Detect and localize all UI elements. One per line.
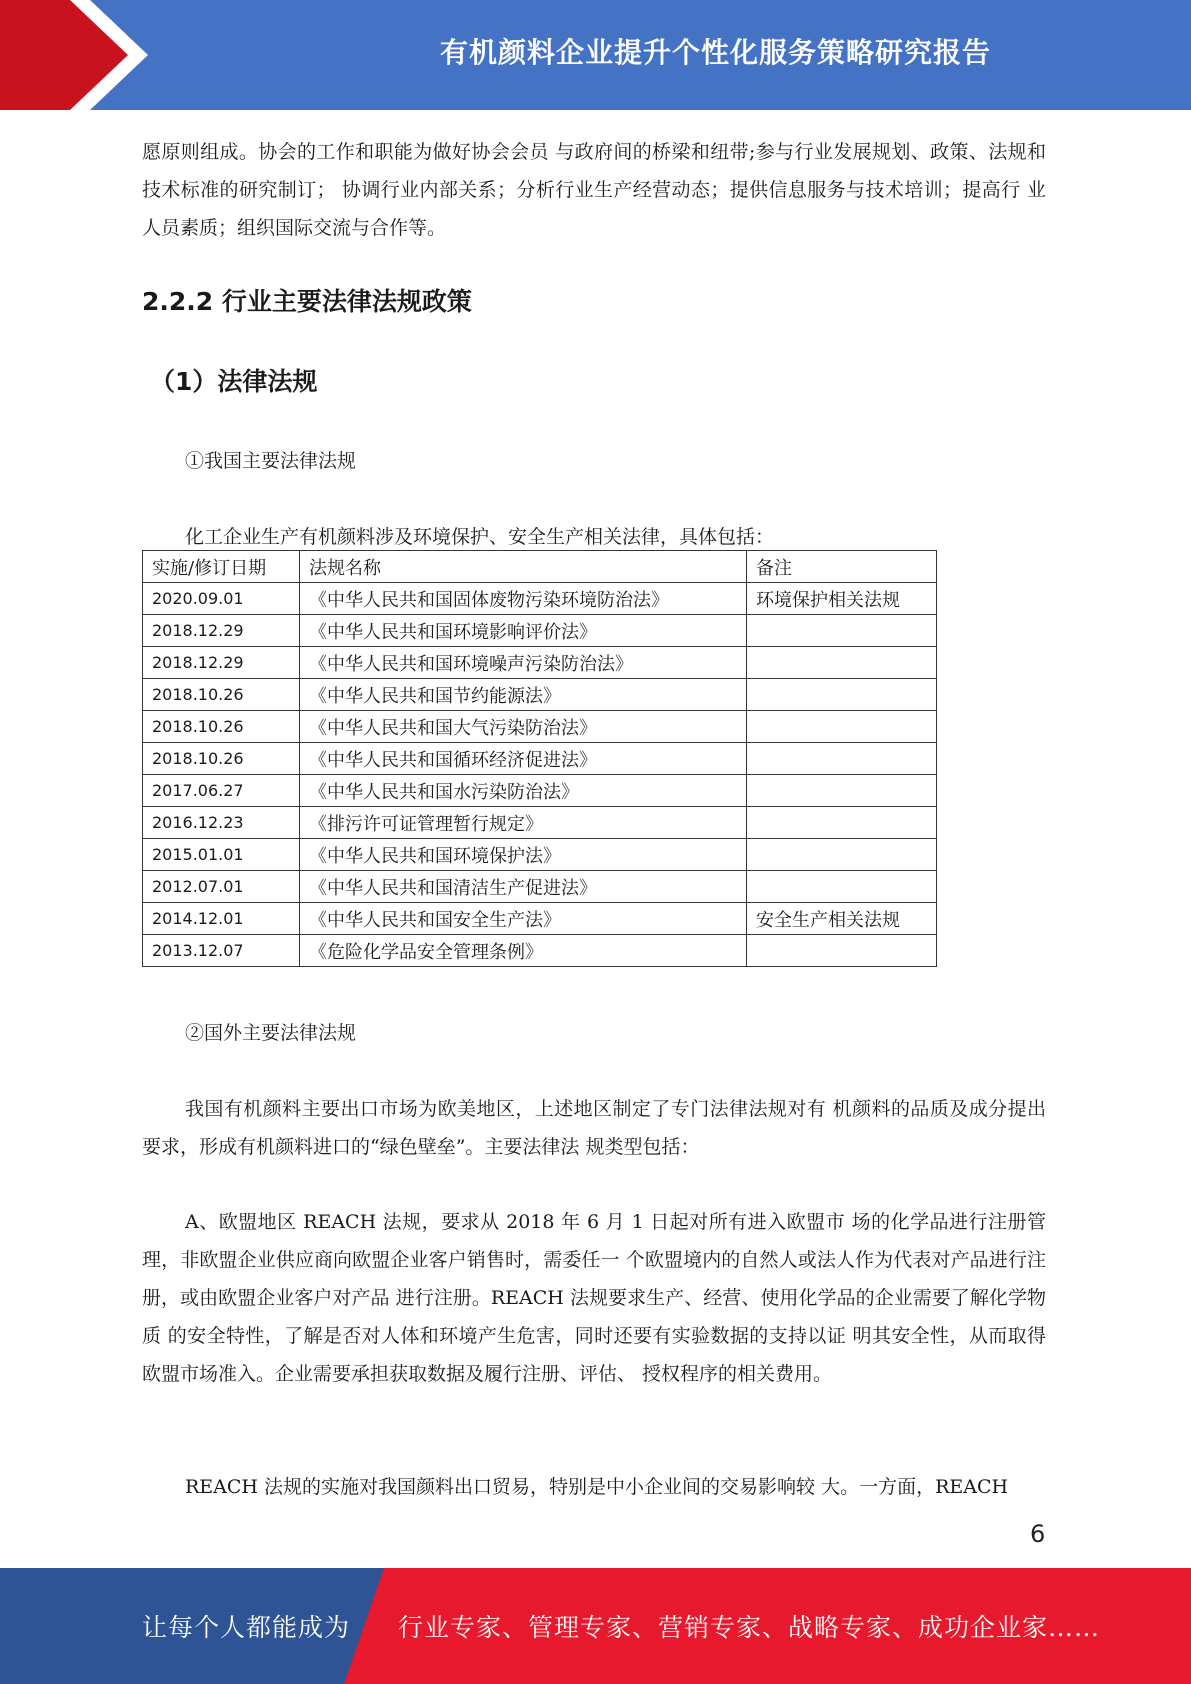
cell-remark [747,775,937,807]
cell-remark: 安全生产相关法规 [747,903,937,935]
table-row [143,839,937,871]
reach-paragraph: A、欧盟地区 REACH 法规，要求从 2018 年 6 月 1 日起对所有进入欧盟市 场的化学品进行注册管理，非欧盟企业供应商向欧盟企业客户销售时，需委任一 个欧盟境内的自然人或法人作为代表对产品进行注册，或由欧盟企业客户对产品 进行注册。REACH 法规要求生产、经营、使用化学品的企业需要了解化学物质 的安全特性，了解是否对人体和环境产生危害，同时还要有实验数据的支持以证 明其安全性，从而取得欧盟市场准入。企业需要承担获取数据及履行注册、评估、 授权程序的相关费用。 [142,1211,1046,1385]
cell-date: 2012.07.01 [143,871,300,903]
footer-slogan-right: 行业专家、管理专家、营销专家、战略专家、成功企业家…… [398,1613,1101,1642]
page-number: 6 [1030,1520,1046,1548]
table-body [143,583,937,967]
cell-remark [747,935,937,967]
cell-remark [747,871,937,903]
cell-date: 2018.12.29 [143,647,300,679]
table-row [143,903,937,935]
cell-remark [747,711,937,743]
cell-date: 2020.09.01 [143,583,300,615]
foreign-laws-label: ②国外主要法律法规 [185,1022,357,1044]
cell-date: 2015.01.01 [143,839,300,871]
column-header-remark: 备注 [747,551,937,583]
foreign-paragraph: 我国有机颜料主要出口市场为欧美地区，上述地区制定了专门法律法规对有 机颜料的品质及成分提出要求，形成有机颜料进口的“绿色壁垒”。主要法律法 规类型包括： [142,1098,1046,1158]
cell-remark [747,679,937,711]
cell-remark [747,839,937,871]
document-title: 有机颜料企业提升个性化服务策略研究报告 [439,36,991,69]
cell-date: 2016.12.23 [143,807,300,839]
cell-law-name: 《中华人民共和国大气污染防治法》 [300,711,747,743]
table-header-row [143,551,937,583]
cell-law-name: 《排污许可证管理暂行规定》 [300,807,747,839]
reach-block [142,1203,1046,1393]
footer-banner [0,1568,1191,1684]
cell-date: 2018.10.26 [143,711,300,743]
header-banner [0,0,1191,111]
cell-remark [747,615,937,647]
table-row [143,935,937,967]
cell-remark: 环境保护相关法规 [747,583,937,615]
column-header-name: 法规名称 [300,551,747,583]
cell-law-name: 《危险化学品安全管理条例》 [300,935,747,967]
column-header-date: 实施/修订日期 [143,551,300,583]
cell-remark [747,807,937,839]
table-row [143,807,937,839]
subsection-heading: （1）法律法规 [150,367,318,396]
cell-law-name: 《中华人民共和国安全生产法》 [300,903,747,935]
cell-date: 2018.12.29 [143,615,300,647]
table-row [143,871,937,903]
cell-law-name: 《中华人民共和国清洁生产促进法》 [300,871,747,903]
section-heading: 2.2.2 行业主要法律法规政策 [142,287,472,316]
cell-law-name: 《中华人民共和国环境噪声污染防治法》 [300,647,747,679]
table-row [143,711,937,743]
cell-law-name: 《中华人民共和国固体废物污染环境防治法》 [300,583,747,615]
cell-remark [747,743,937,775]
intro-block [142,133,1046,247]
footer-slogan-left: 让每个人都能成为 [142,1613,351,1642]
table-row [143,615,937,647]
cell-date: 2018.10.26 [143,679,300,711]
reach-impact-paragraph: REACH 法规的实施对我国颜料出口贸易，特别是中小企业间的交易影响较 大。一方面，REACH [185,1476,1009,1498]
reach-impact-block [142,1468,1046,1506]
cell-law-name: 《中华人民共和国环境保护法》 [300,839,747,871]
table-intro: 化工企业生产有机颜料涉及环境保护、安全生产相关法律，具体包括： [185,526,775,548]
cell-remark [747,647,937,679]
cell-law-name: 《中华人民共和国环境影响评价法》 [300,615,747,647]
intro-paragraph: 愿原则组成。协会的工作和职能为做好协会会员 与政府间的桥梁和纽带;参与行业发展规划、政策、法规和技术标准的研究制订； 协调行业内部关系；分析行业生产经营动态；提供信息服务与技术培训；提高行 业人员素质；组织国际交流与合作等。 [142,141,1046,239]
table-row [143,679,937,711]
laws-table [142,550,937,967]
cell-date: 2013.12.07 [143,935,300,967]
table-row [143,647,937,679]
table-row [143,743,937,775]
cell-law-name: 《中华人民共和国水污染防治法》 [300,775,747,807]
cell-date: 2018.10.26 [143,743,300,775]
cell-date: 2017.06.27 [143,775,300,807]
cell-law-name: 《中华人民共和国节约能源法》 [300,679,747,711]
table-row [143,775,937,807]
cell-law-name: 《中华人民共和国循环经济促进法》 [300,743,747,775]
domestic-laws-label: ①我国主要法律法规 [185,450,357,472]
cell-date: 2014.12.01 [143,903,300,935]
foreign-block [142,1090,1046,1166]
table-row [143,583,937,615]
